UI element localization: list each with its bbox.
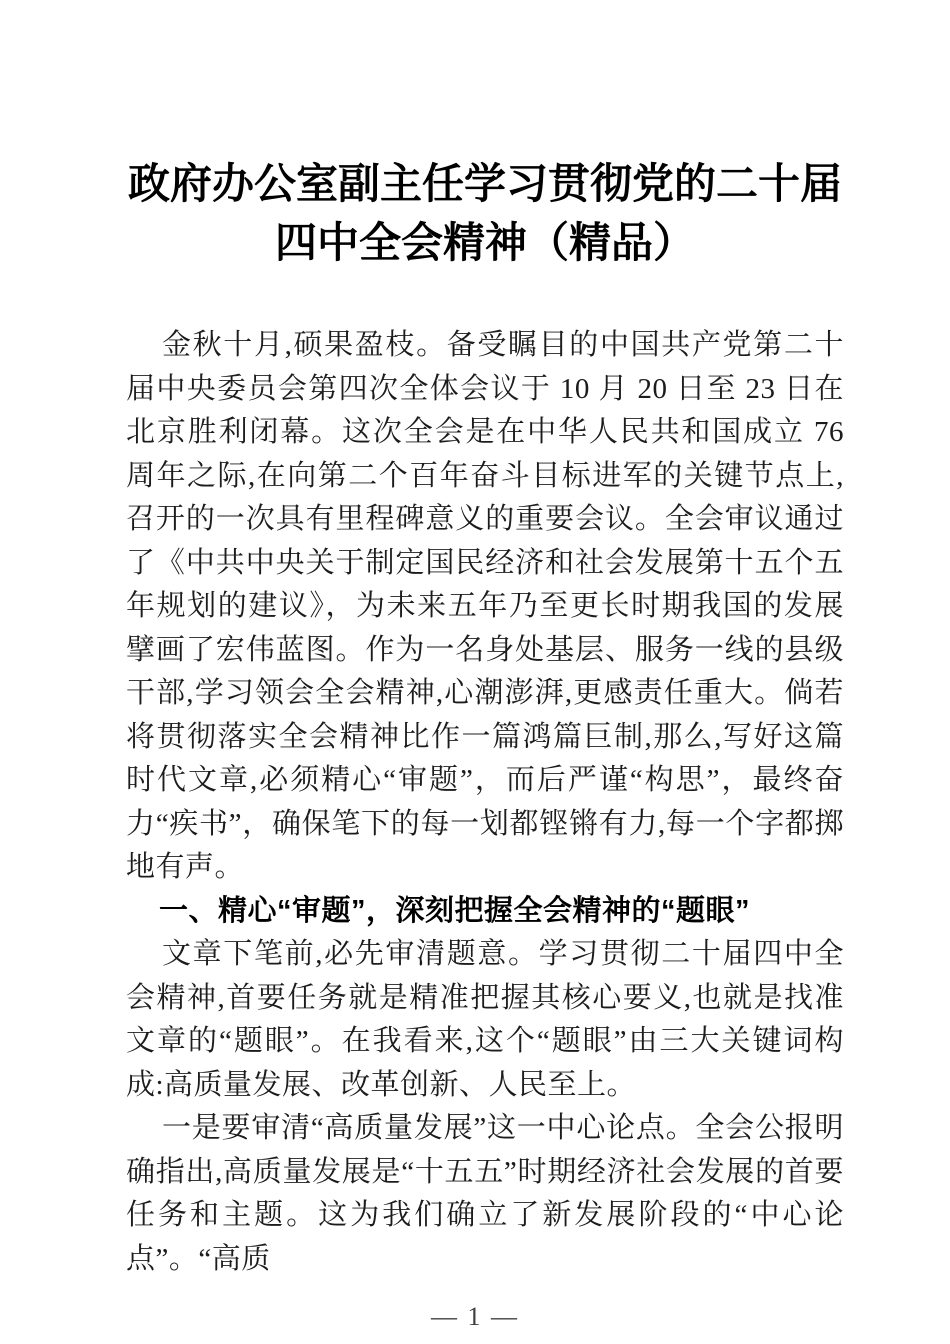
- section-heading-1: 一、精心“审题”，深刻把握全会精神的“题眼”: [159, 894, 751, 927]
- paragraph-intro: 金秋十月,硕果盈枝。备受瞩目的中国共产党第二十届中央委员会第四次全体会议于 10 月 20 日至 23 日在北京胜利闭幕。这次全会是在中华人民共和国成立 76 周年之际,在向第二个百年奋斗目标进军的关键节点上,召开的一次具有里程碑意义的重要会议。全会审议通过了《中共中央关于制定国民经济和社会发展第十五个五年规划的建议》，为未来五年乃至更长时期我国的发展擘画了宏伟蓝图。作为一名身处基层、服务一线的县级干部,学习领会全会精神,心潮澎湃,更感责任重大。倘若将贯彻落实全会精神比作一篇鸿篇巨制,那么,写好这篇时代文章,必须精心“审题”，而后严谨“构思”，最终奋力“疾书”，确保笔下的每一划都铿锵有力,每一个字都掷地有声。: [126, 329, 844, 883]
- page-footer: [0, 1302, 950, 1332]
- page-number: — 1 —: [431, 1302, 519, 1331]
- paragraph-shenti: 文章下笔前,必先审清题意。学习贯彻二十届四中全会精神,首要任务就是精准把握其核心要义,也就是找准文章的“题眼”。在我看来,这个“题眼”由三大关键词构成:高质量发展、改革创新、人民至上。: [126, 938, 844, 1101]
- content-column: [126, 0, 844, 1281]
- paragraph-gaozhiliang: 一是要审清“高质量发展”这一中心论点。全会公报明确指出,高质量发展是“十五五”时期经济社会发展的首要任务和主题。这为我们确立了新发展阶段的“中心论点”。“高质: [126, 1112, 844, 1275]
- document-title-line-2: 四中全会精神（精品）: [274, 221, 695, 267]
- document-title-line-1: 政府办公室副主任学习贯彻党的二十届: [127, 162, 842, 208]
- document-body: [126, 324, 844, 1281]
- document-title: [126, 156, 844, 274]
